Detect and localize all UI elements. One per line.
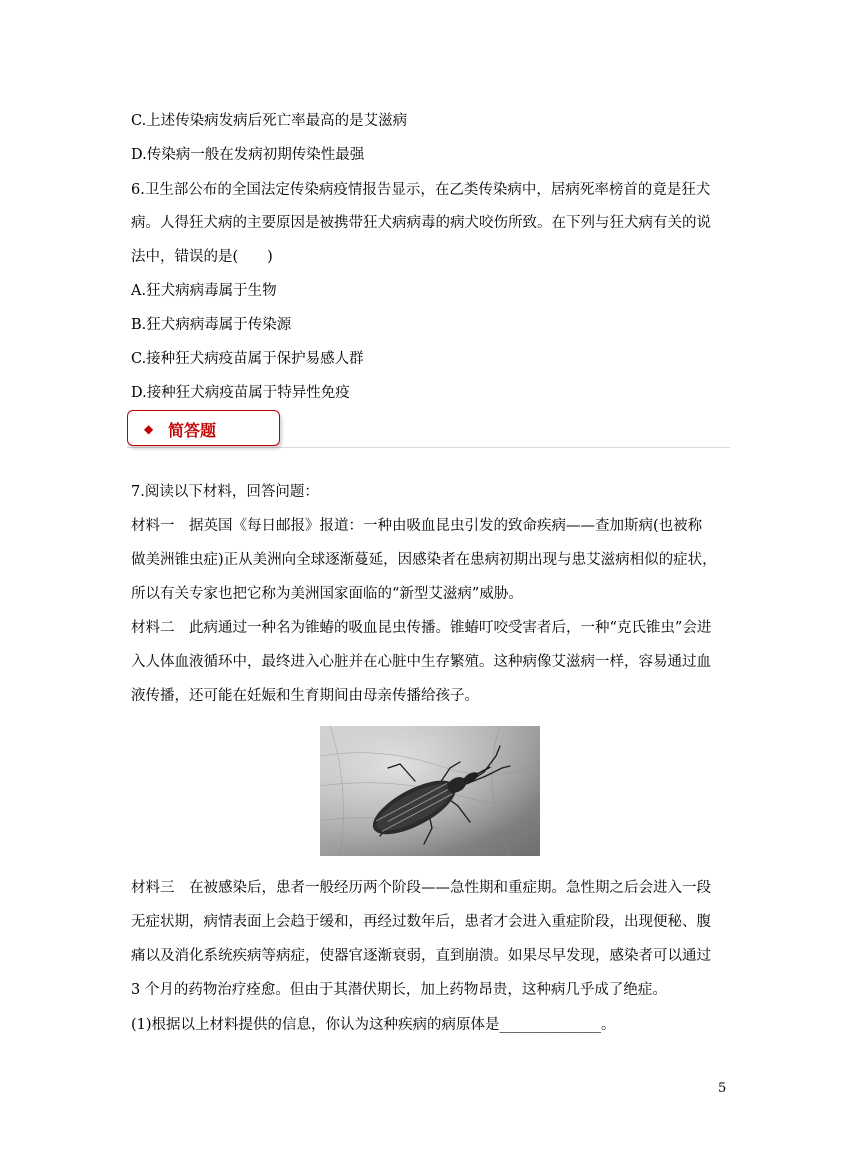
kissing-bug-photo	[320, 726, 540, 856]
section-title: 简答题	[168, 421, 217, 440]
question-7-intro: 7.阅读以下材料，回答问题：	[131, 484, 319, 500]
diamond-icon: ◆	[144, 422, 154, 436]
material-1-line-2: 做美洲锥虫症)正从美洲向全球逐渐蔓延，因感染者在患病初期出现与患艾滋病相似的症状，	[131, 552, 717, 568]
material-3-line-3: 痛以及消化系统疾病等病症，使器官逐渐衰弱，直到崩溃。如果尽早发现，感染者可以通过	[131, 948, 711, 964]
material-3-line-1: 材料三 在被感染后，患者一般经历两个阶段——急性期和重症期。急性期之后会进入一段	[131, 880, 711, 896]
option-a-q6: A.狂犬病病毒属于生物	[131, 283, 277, 299]
option-b-q6: B.狂犬病病毒属于传染源	[131, 317, 292, 333]
material-2-line-1: 材料二 此病通过一种名为锥蝽的吸血昆虫传播。锥蝽叮咬受害者后，一种“克氏锥虫”会进	[131, 620, 712, 636]
page-number: 5	[718, 1081, 727, 1096]
question-6-line-3: 法中，错误的是( )	[131, 249, 273, 265]
material-3-line-4: 3 个月的药物治疗痊愈。但由于其潜伏期长，加上药物昂贵，这种病几乎成了绝症。	[131, 982, 667, 998]
material-1-line-3: 所以有关专家也把它称为美洲国家面临的“新型艾滋病”威胁。	[131, 586, 523, 602]
material-1-line-1: 材料一 据英国《每日邮报》报道：一种由吸血昆虫引发的致命疾病——查加斯病(也被称	[131, 518, 703, 534]
sub-question-1: (1)根据以上材料提供的信息，你认为这种疾病的病原体是______________。	[131, 1017, 616, 1033]
option-c-q6: C.接种狂犬病疫苗属于保护易感人群	[131, 351, 364, 367]
section-header	[127, 410, 280, 446]
material-2-line-3: 液传播，还可能在妊娠和生育期间由母亲传播给孩子。	[131, 688, 479, 704]
question-6-line-1: 6.卫生部公布的全国法定传染病疫情报告显示，在乙类传染病中，居病死率榜首的竟是狂犬	[131, 182, 711, 198]
material-2-line-2: 入人体血液循环中，最终进入心脏并在心脏中生存繁殖。这种病像艾滋病一样，容易通过血	[131, 654, 711, 670]
question-6-line-2: 病。人得狂犬病的主要原因是被携带狂犬病病毒的病犬咬伤所致。在下列与狂犬病有关的说	[131, 215, 711, 231]
option-d-q5: D.传染病一般在发病初期传染性最强	[131, 147, 365, 163]
option-c-q5: C.上述传染病发病后死亡率最高的是艾滋病	[131, 113, 408, 129]
material-3-line-2: 无症状期，病情表面上会趋于缓和，再经过数年后，患者才会进入重症阶段，出现便秘、腹	[131, 914, 711, 930]
section-divider	[127, 447, 730, 448]
option-d-q6: D.接种狂犬病疫苗属于特异性免疫	[131, 385, 350, 401]
